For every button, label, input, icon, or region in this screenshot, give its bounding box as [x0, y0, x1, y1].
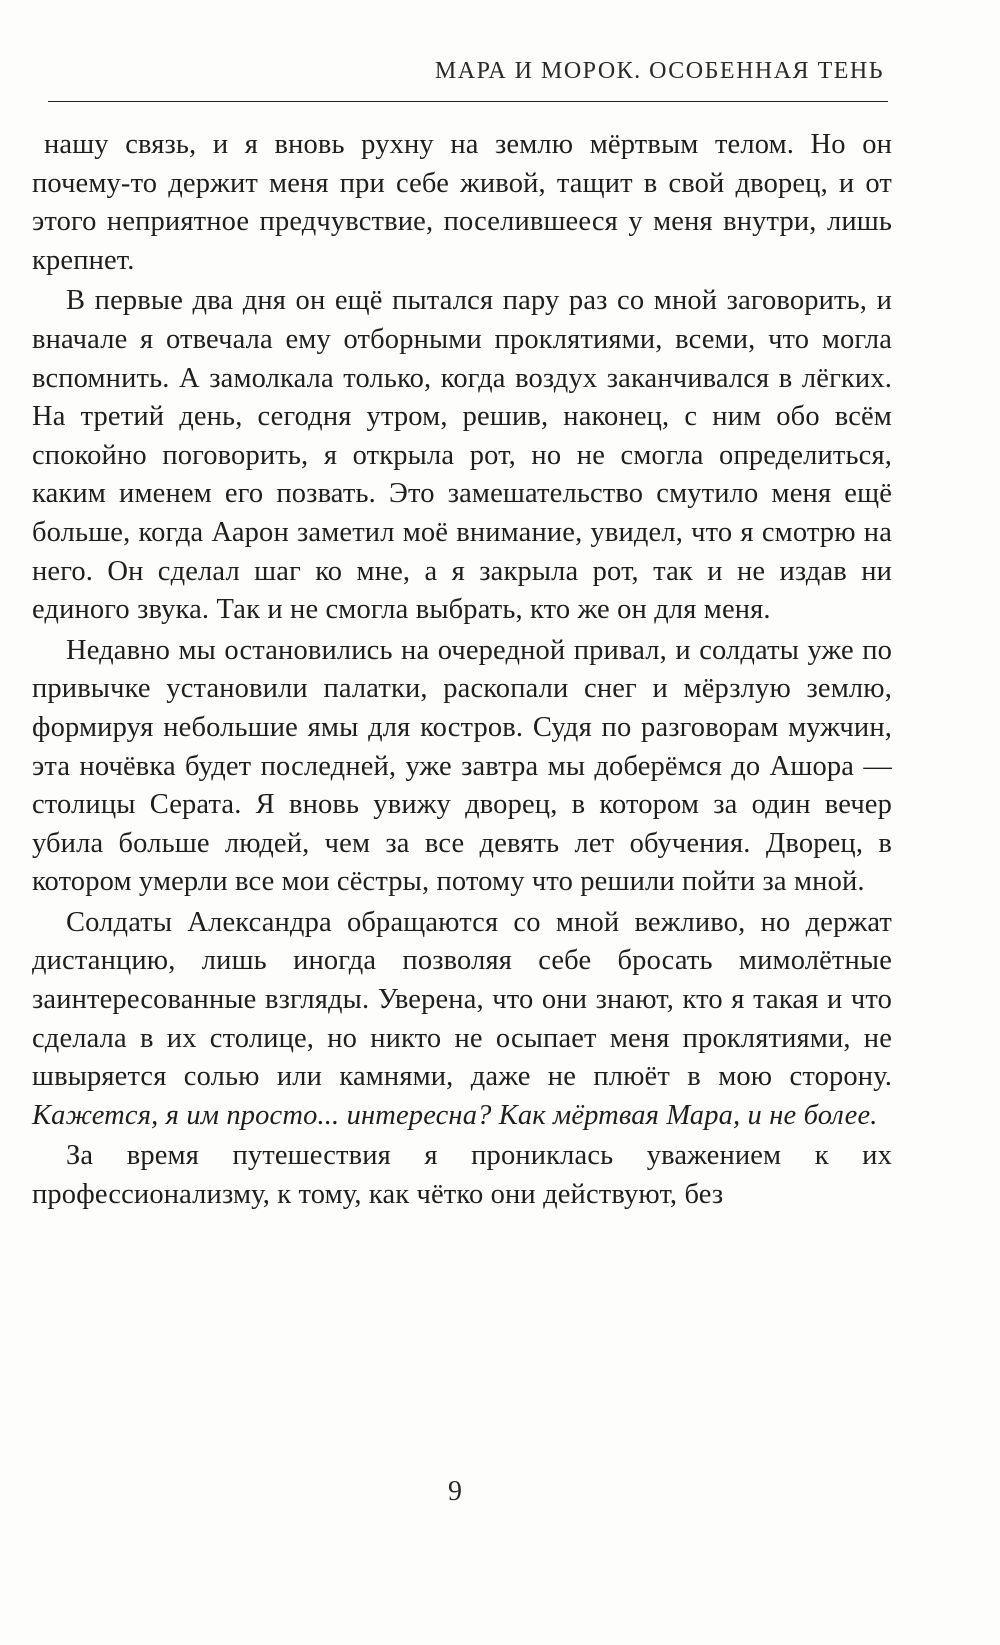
- paragraph-4: [32, 904, 892, 1136]
- running-header: МАРА И МОРОК. ОСОБЕННАЯ ТЕНЬ: [434, 58, 884, 84]
- paragraph-2-text: В первые два дня он ещё пытался пару раз со мной заговорить, и вначале я отвечала ему отборными проклятиями, всеми, что могла вспомнить. А замолкала только, когда воздух заканчивался в лёгких. На третий день, сегодня утром, решив, наконец, с ним обо всём спокойно поговорить, я открыла рот, но не смогла определиться, каким именем его позвать. Это замешательство смутило меня ещё больше, когда Аарон заметил моё внимание, увидел, что я смотрю на него. Он сделал шаг ко мне, а я закрыла рот, так и не издав ни единого звука. Так и не смогла выбрать, кто же он для меня.: [32, 285, 892, 626]
- paragraph-5-text: За время путешествия я прониклась уважением к их профессионализму, к тому, как чётко они действуют, без: [32, 1140, 892, 1211]
- paragraph-2: [32, 282, 892, 629]
- paragraph-3: [32, 632, 892, 902]
- paragraph-4-italic: Кажется, я им просто... интересна? Как мёртвая Мара, и не более.: [32, 1099, 878, 1131]
- paragraph-3-text: Недавно мы остановились на очередной привал, и солдаты уже по привычке установили палатки, раскопали снег и мёрзлую землю, формируя небольшие ямы для костров. Судя по разговорам мужчин, эта ночёвка будет последней, уже завтра мы доберёмся до Ашора — столицы Серата. Я вновь увижу дворец, в котором за один вечер убила больше людей, чем за все девять лет обучения. Дворец, в котором умерли все мои сёстры, потому что решили пойти за мной.: [32, 634, 892, 898]
- header-rule: [48, 101, 888, 102]
- paragraph-5: [32, 1137, 892, 1214]
- paragraph-1: [32, 126, 892, 280]
- paragraph-4-text: Солдаты Александра обращаются со мной вежливо, но держат дистанцию, лишь иногда позволяя себе бросать мимолётные заинтересованные взгляды. Уверена, что они знают, кто я такая и что сделала в их столице, но никто не осыпает меня проклятиями, не швыряется солью или камнями, даже не плюёт в мою сторону.: [32, 906, 892, 1093]
- body-text: [32, 126, 892, 1215]
- page-number: 9: [448, 1476, 462, 1507]
- paragraph-1-text: нашу связь, и я вновь рухну на землю мёртвым телом. Но он почему-то держит меня при себе живой, тащит в свой дворец, и от этого неприятное предчувствие, поселившееся у меня внутри, лишь крепнет.: [32, 129, 892, 276]
